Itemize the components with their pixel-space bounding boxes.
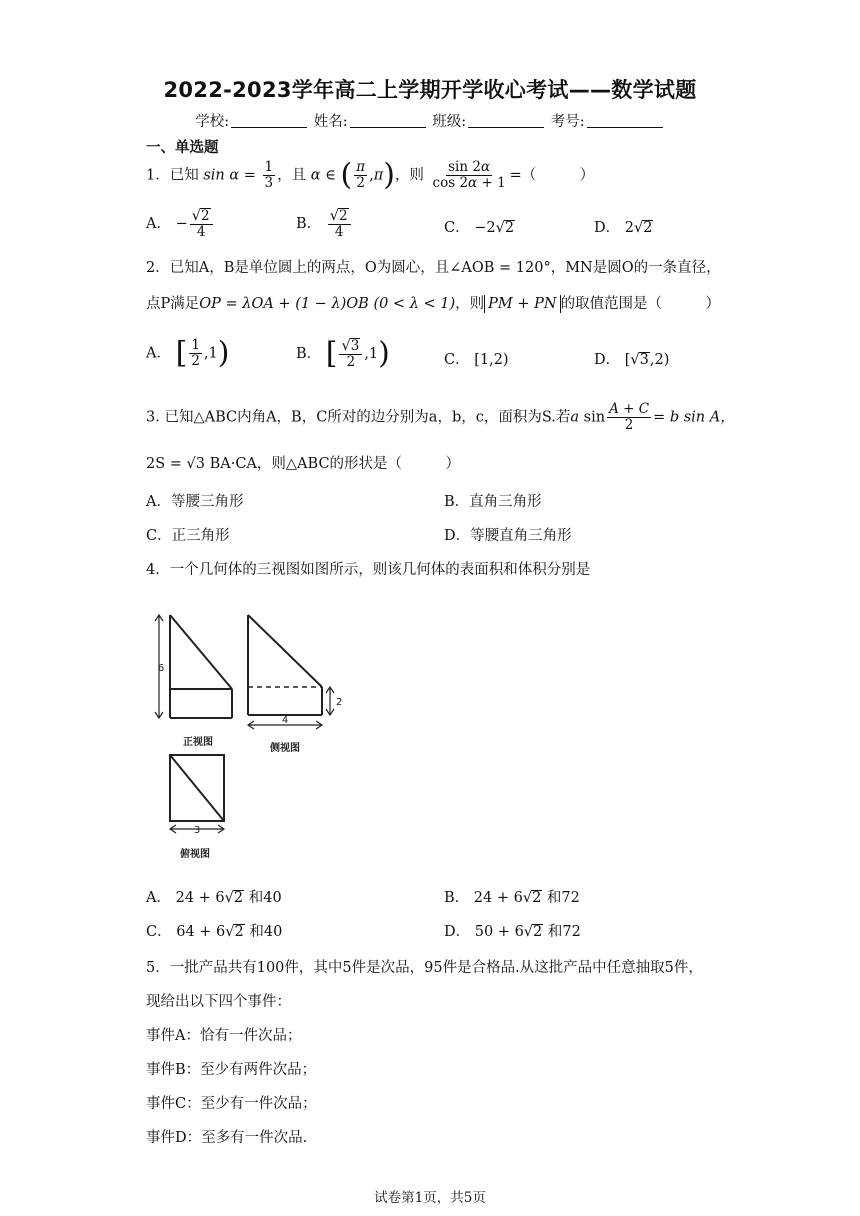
q3-option-c: C．正三角形 xyxy=(146,528,230,544)
q4-option-d-expr: 50 + 6 xyxy=(474,924,524,940)
section-heading: 一、单选题 xyxy=(146,140,219,156)
q3-text-b: = b sin A， xyxy=(653,409,735,426)
top-view xyxy=(170,755,224,833)
question-2-line-1: 2．已知A，B是单位圆上的两点，O为圆心，且∠AOB = 120°，MN是圆O的一条直径， xyxy=(146,260,721,276)
q1-text-b: ，且 xyxy=(277,167,307,184)
q5-event-c: 事件C：至少有一件次品； xyxy=(146,1096,317,1112)
q4-option-d: D． 50 + 6√2 和72 xyxy=(444,924,581,940)
top-view-label: 俯视图 xyxy=(180,849,210,860)
q4-option-a-letter: A． xyxy=(146,890,171,906)
q2-option-a: A． [ $\frac{1}{2}$ ,1) xyxy=(146,335,230,371)
q4-option-b-radicand: 2 xyxy=(532,890,542,906)
q2-option-d-letter: D． xyxy=(594,352,621,368)
front-view-label: 正视图 xyxy=(183,737,213,748)
q4-option-b-letter: B． xyxy=(444,890,470,906)
q4-option-a: A． 24 + 6√2 和40 xyxy=(146,890,282,906)
q1-option-b: B． $\frac{√2}{4}$ xyxy=(296,208,353,240)
class-blank xyxy=(468,114,544,128)
q1-option-b-letter: B． xyxy=(296,216,322,232)
q2-option-a-letter: A． xyxy=(146,345,171,362)
question-2-line-2 xyxy=(146,292,720,313)
question-3-line-1: 3. 已知△ABC内角A，B，C所对的边分别为a，b，c，面积为S.若a sin $\frac{A + C}{2}$ = b sin A， xyxy=(146,401,735,433)
q1-option-d: D． 2√2 xyxy=(594,220,653,236)
q1-answer-blank: =（ ） xyxy=(509,167,595,184)
exam-no-blank xyxy=(587,114,663,128)
dim-label-3: 3 xyxy=(193,825,201,836)
q2-option-c xyxy=(444,348,509,369)
question-5-line-2: 现给出以下四个事件： xyxy=(146,994,291,1010)
exam-no-label: 考号: xyxy=(550,114,585,130)
question-3-line-2: 2S = √3 BA·CA，则△ABC的形状是（ ） xyxy=(146,456,461,472)
q4-option-b-volume: 和72 xyxy=(546,890,580,906)
q2-option-d: D． [√3,2) xyxy=(594,352,670,368)
q1-option-c-letter: C． xyxy=(444,220,470,236)
q2-option-b: B． [ $\frac{√3}{2}$ ,1) xyxy=(296,336,390,371)
class-label: 班级: xyxy=(432,114,467,130)
q2-vector-equation: OP = λOA + (1 − λ)OB (0 < λ < 1) xyxy=(199,296,456,312)
q1-option-a-letter: A． xyxy=(146,216,171,232)
q3-option-b: B．直角三角形 xyxy=(444,494,542,510)
q2-vector-norm: PM + PN xyxy=(484,295,560,313)
q2-text-c: ，则 xyxy=(455,296,485,312)
q4-option-b: B． 24 + 6√2 和72 xyxy=(444,890,580,906)
q4-option-a-expr: 24 + 6 xyxy=(175,890,225,906)
q2-text-e: 的取值范围是（ ） xyxy=(560,296,721,312)
exam-title: 2022-2023学年高二上学期开学收心考试——数学试题 xyxy=(163,78,697,102)
q3-option-a: A．等腰三角形 xyxy=(146,494,244,510)
q1-option-d-letter: D． xyxy=(594,220,621,236)
q4-option-b-expr: 24 + 6 xyxy=(473,890,523,906)
q4-option-d-letter: D． xyxy=(444,924,471,940)
q4-option-a-radicand: 2 xyxy=(233,890,244,906)
three-view-figure xyxy=(150,605,350,865)
question-4-stem: 4．一个几何体的三视图如图所示，则该几何体的表面积和体积分别是 xyxy=(146,562,591,578)
q1-option-c: C． −2√2 xyxy=(444,220,515,236)
q3-option-d: D．等腰直角三角形 xyxy=(444,528,572,544)
side-view xyxy=(248,615,334,729)
student-info-line xyxy=(0,110,860,131)
q2-text-a: 点P满足 xyxy=(146,296,200,312)
q3-text-a: 3. 已知△ABC内角A，B，C所对的边分别为a，b，c，面积为S.若 xyxy=(146,409,571,426)
q2-option-c-letter: C． xyxy=(444,352,470,368)
q1-text-c: ，则 xyxy=(394,167,424,184)
q4-option-a-volume: 和40 xyxy=(248,890,282,906)
q4-option-d-volume: 和72 xyxy=(547,924,581,940)
q2-option-c-value: [1,2) xyxy=(474,352,509,368)
q4-option-c-expr: 64 + 6 xyxy=(176,924,226,940)
dim-label-4: 4 xyxy=(281,715,289,726)
q1-option-a: A． − $\frac{√2}{4}$ xyxy=(146,208,215,240)
name-blank xyxy=(350,114,426,128)
side-view-label: 侧视图 xyxy=(270,743,300,754)
q5-event-b: 事件B：至少有两件次品； xyxy=(146,1062,317,1078)
school-label: 学校: xyxy=(195,114,230,130)
q1-text-a: 已知 xyxy=(169,167,199,184)
question-5-line-1: 5．一批产品共有100件，其中5件是次品，95件是合格品.从这批产品中任意抽取5件， xyxy=(146,960,703,976)
dim-label-6: 6 xyxy=(157,663,165,674)
q4-option-c-letter: C． xyxy=(146,924,172,940)
question-1-stem: 1．已知 sin α = $\frac{1}{3}$ ，且 α ∈ ( $\frac{\pi}{2}$ ,π)，则 $\frac{\sin 2\alpha}{\cos 2\alpha + 1}$ =（ ） xyxy=(146,157,595,193)
name-label: 姓名: xyxy=(313,114,348,130)
front-view xyxy=(155,615,232,718)
q1-number: 1． xyxy=(146,167,170,184)
dim-label-2: 2 xyxy=(336,697,343,708)
page-footer: 试卷第1页，共5页 xyxy=(374,1190,486,1206)
school-blank xyxy=(231,114,307,128)
q5-event-a: 事件A：恰有一件次品； xyxy=(146,1028,302,1044)
q2-option-b-letter: B． xyxy=(296,346,322,362)
q4-option-c: C． 64 + 6√2 和40 xyxy=(146,924,283,940)
q4-option-c-radicand: 2 xyxy=(234,924,244,940)
q4-option-d-radicand: 2 xyxy=(533,924,543,940)
q4-option-c-volume: 和40 xyxy=(249,924,283,940)
q5-event-d: 事件D：至多有一件次品. xyxy=(146,1130,308,1146)
